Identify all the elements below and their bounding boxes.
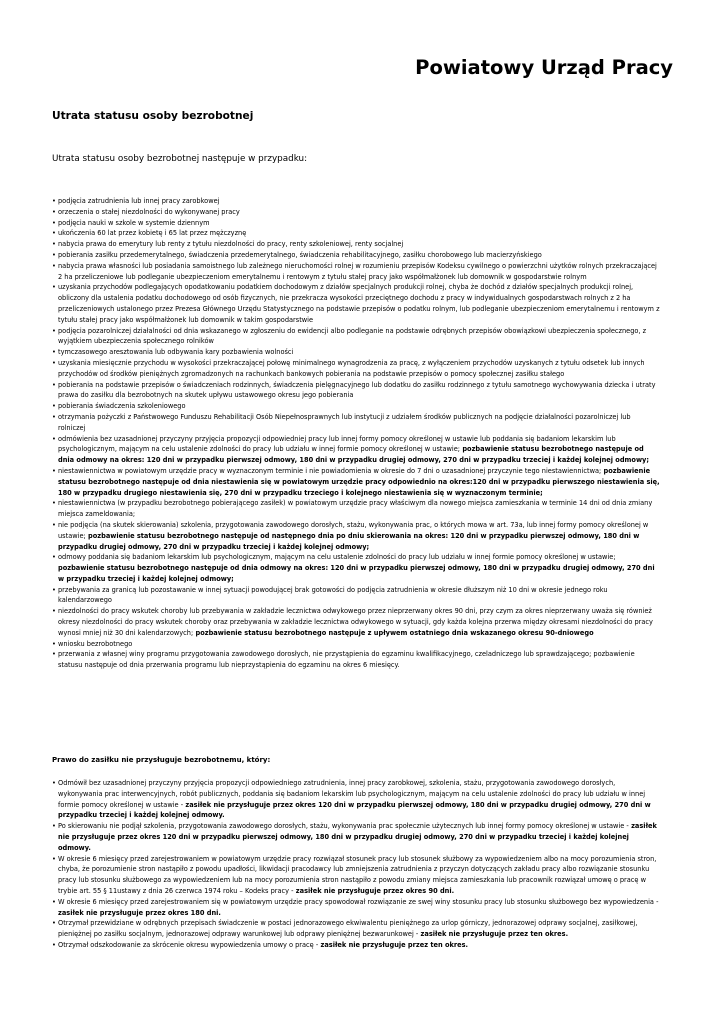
status-loss-item-text: pobierania świadczenia szkoleniowego (58, 402, 186, 411)
allowance-item (52, 897, 660, 919)
status-loss-item-text: uzyskania przychodów podlegających opodatkowaniu podatkiem dochodowym z działów specjalnych produkcji rolnej, chyba że dochód z działów specjalnych produkcji rolnej, obliczony dla ustalenia podatku dochodowego od osób fizycznych, nie przekracza wysokości przeciętnego dochodu z pracy w indywidualnych gospodarstwach rolnych z 2 ha przeliczeniowych ustalonego przez Prezesa Głównego Urzędu Statystycznego na podstawie przepisów o podatku rolnym, lub podleganie ubezpieczeniom emerytalnemu i rentowym z tytułu stałej pracy jako współmałżonek lub domownik w takim gospodarstwie (58, 283, 660, 324)
status-loss-item-emphasis: pozbawienie statusu bezrobotnego następuje od dnia odmowy na okres: 120 dni w przypadku pierwszej odmowy, 180 dni w przypadku drugiej odmowy, 270 dni w przypadku trzeciej i każdej kolejnej odmowy; (58, 445, 649, 465)
status-loss-item (52, 228, 660, 239)
status-loss-item (52, 218, 660, 229)
status-loss-item (52, 261, 660, 283)
allowance-item-text: Odmówił bez uzasadnionej przyczyny przyjęcia propozycji odpowiedniego zatrudnienia, innej pracy zarobkowej, szkolenia, stażu, przygotowania zawodowego dorosłych, wykonywania prac interwencyjnych, robót publicznych, poddania się badaniom lekarskim lub psychologicznym, mającym na celu ustalenie zdolności do pracy lub udziału w innej formie pomocy określonej w ustawie - (58, 779, 646, 809)
allowance-item-text: W okresie 6 miesięcy przed zarejestrowaniem się w powiatowym urzędzie pracy spowodował rozwiązanie ze swej winy stosunku pracy lub stosunku służbowego bez wypowiedzenia - (58, 897, 659, 906)
allowance-item (52, 918, 660, 940)
status-loss-item-text: ukończenia 60 lat przez kobietę i 65 lat przez mężczyznę (58, 229, 247, 238)
status-loss-item-text: nie podjęcia (na skutek skierowania) szkolenia, przygotowania zawodowego dorosłych, stażu, wykonywania prac, o których mowa w art. 73a, lub innej formy pomocy określonej w ustawie; (58, 520, 649, 540)
status-loss-item-text: podjęcia nauki w szkole w systemie dziennym (58, 218, 210, 227)
allowance-item (52, 940, 660, 951)
status-loss-item (52, 196, 660, 207)
status-loss-item-text: przerwania z własnej winy programu przygotowania zawodowego dorosłych, nie przystąpienia do egzaminu kwalifikacyjnego, czeladniczego lub sprawdzającego; pozbawienie statusu następuje od dnia przerwania programu lub nieprzystąpienia do egzaminu na okres 6 miesięcy. (58, 650, 635, 670)
status-loss-item (52, 326, 660, 348)
status-loss-item-text: odmówienia bez uzasadnionej przyczyny przyjęcia propozycji odpowiedniej pracy lub innej formy pomocy określonej w ustawie lub poddania się badaniom lekarskim lub psychologicznym, mającym na celu ustalenie zdolności do pracy lub udziału w innej formie pomocy określonej w ustawie; (58, 434, 616, 454)
status-loss-item (52, 250, 660, 261)
status-loss-item-text: przebywania za granicą lub pozostawanie w innej sytuacji powodującej brak gotowości do podjęcia zatrudnienia w okresie dłuższym niż 10 dni w okresie jednego roku kalendarzowego (58, 585, 608, 605)
status-loss-item (52, 639, 660, 650)
allowance-item-emphasis: zasiłek nie przysługuje przez okres 180 dni. (58, 908, 221, 917)
status-loss-item (52, 606, 660, 638)
status-loss-item (52, 520, 660, 552)
status-loss-item-text: uzyskania miesięcznie przychodu w wysokości przekraczającej połowę minimalnego wynagrodzenia za pracę, z wyłączeniem przychodów uzyskanych z tytułu odsetek lub innych przychodów od środków pieniężnych zgromadzonych na rachunkach bankowych pobierania na podstawie przepisów o pomocy społecznej zasiłku stałego (58, 358, 645, 378)
status-loss-item (52, 434, 660, 466)
status-loss-item-emphasis: pozbawienie statusu bezrobotnego następuje od dnia niestawienia się w powiatowym urzędzie pracy odpowiednio na okres:120 dni w przypadku pierwszego niestawienia się, 180 w przypadku drugiego niestawienia się, 270 dni w przypadku trzeciego i kolejnego niestawienia się w wyznaczonym terminie; (58, 466, 660, 497)
allowance-item-text: Po skierowaniu nie podjął szkolenia, przygotowania zawodowego dorosłych, stażu, wykonywania prac społecznie użytecznych lub innej formy pomocy określonej w ustawie - (58, 822, 629, 831)
status-loss-item-emphasis: pozbawienie statusu bezrobotnego następuje z upływem ostatniego dnia wskazanego okresu 90-dniowego (193, 628, 594, 637)
allowance-item-emphasis: zasiłek nie przysługuje przez okres 90 dni. (293, 886, 455, 895)
status-loss-item-text: niestawiennictwa w powiatowym urzędzie pracy w wyznaczonym terminie i nie powiadomienia w okresie do 7 dni o uzasadnionej przyczynie tego niestawiennictwa; (58, 466, 602, 475)
status-loss-item (52, 282, 660, 325)
status-loss-item-text: nabycia prawa do emerytury lub renty z tytułu niezdolności do pracy, renty szkoleniowej, renty socjalnej (58, 240, 404, 249)
status-loss-item-text: wniosku bezrobotnego (58, 639, 133, 648)
allowance-item-text: Otrzymał przewidziane w odrębnych przepisach świadczenie w postaci jednorazowego ekwiwalentu pieniężnego za urlop górniczy, jednorazowej odprawy socjalnej, zasiłkowej, pieniężnej po zasiłku socjalnym, jednorazowej odprawy warunkowej lub odprawy pieniężnej bezwarunkowej - (58, 919, 638, 939)
allowance-item (52, 821, 660, 853)
status-loss-item-text: pobierania zasiłku przedemerytalnego, świadczenia przedemerytalnego, świadczenia rehabilitacyjnego, zasiłku chorobowego lub macierzyńskiego (58, 250, 542, 259)
allowance-heading: Prawo do zasiłku nie przysługuje bezrobotnemu, który: (52, 756, 271, 764)
status-loss-item-text: nabycia prawa własności lub posiadania samoistnego lub zależnego nieruchomości rolnej w rozumieniu przepisów Kodeksu cywilnego o powierzchni użytków rolnych przekraczającej 2 ha przeliczeniowe lub podleganie ubezpieczeniom emerytalnemu i rentowym z tytułu stałej pracy jako współmałżonek lub domownik w gospodarstwie rolnym (58, 261, 657, 281)
status-loss-item (52, 412, 660, 434)
allowance-item-emphasis: zasiłek nie przysługuje przez okres 120 dni w przypadku pierwszej odmowy, 180 dni w przypadku drugiej odmowy, 270 dni w przypadku trzeciej i każdej kolejnej odmowy. (58, 822, 657, 852)
status-loss-item-text: otrzymania pożyczki z Państwowego Funduszu Rehabilitacji Osób Niepełnosprawnych lub instytucji z udziałem środków publicznych na podjęcie działalności pozarolniczej lub rolniczej (58, 412, 631, 432)
status-loss-item-text: podjęcia pozarolniczej działalności od dnia wskazanego w zgłoszeniu do ewidencji albo podleganie na podstawie odrębnych przepisów obowiązkowi ubezpieczenia społecznego, z wyjątkiem ubezpieczenia społecznego rolników (58, 326, 647, 346)
status-loss-item-text: tymczasowego aresztowania lub odbywania kary pozbawienia wolności (58, 348, 294, 357)
status-loss-item (52, 347, 660, 358)
status-loss-item (52, 401, 660, 412)
status-loss-item-emphasis: pozbawienie statusu bezrobotnego następuje od następnego dnia po dniu skierowania na okres: 120 dni w przypadku pierwszej odmowy, 180 dni w przypadku drugiej odmowy, 270 dni w przypadku trzeciej i każdej kolejnej odmowy; (58, 531, 640, 551)
allowance-item (52, 778, 660, 821)
status-loss-item (52, 498, 660, 520)
allowance-item-text: Otrzymał odszkodowanie za skrócenie okresu wypowiedzenia umowy o pracę - (58, 940, 319, 949)
allowance-item-emphasis: zasiłek nie przysługuje przez ten okres. (318, 940, 469, 949)
allowance-list (52, 778, 660, 951)
status-loss-item (52, 380, 660, 402)
status-loss-item-text: podjęcia zatrudnienia lub innej pracy zarobkowej (58, 197, 220, 205)
status-loss-item (52, 552, 660, 584)
allowance-item-text: W okresie 6 miesięcy przed zarejestrowaniem w powiatowym urzędzie pracy rozwiązał stosunek pracy lub stosunek służbowy za wypowiedzeniem albo na mocy porozumienia stron, chyba, że porozumienie stron nastąpiło z powodu upadłości, likwidacji pracodawcy lub zmniejszenia zatrudnienia z przyczyn dotyczących zakładu pracy albo rozwiązanie stosunku pracy lub stosunku służbowego za wypowiedzeniem lub na mocy porozumienia stron nastąpiło z powodu zmiany miejsca zamieszkania lub pracownik rozwiązał umowę o pracę w trybie art. 55 § 11ustawy z dnia 26 czerwca 1974 roku – Kodeks pracy - (58, 854, 657, 895)
status-loss-item (52, 207, 660, 218)
allowance-item (52, 854, 660, 897)
status-loss-item (52, 649, 660, 671)
status-loss-item-text: niezdolności do pracy wskutek choroby lub przebywania w zakładzie lecznictwa odwykowego przez nieprzerwany okres 90 dni, przy czym za okres nieprzerwany uważa się również okresy niezdolności do pracy wskutek choroby oraz przebywania w zakładzie lecznictwa odwykowego w sytuacji, gdy każda kolejna przerwa między okresami niezdolności do pracy wynosi mniej niż 30 dni kalendarzowych; (58, 607, 653, 637)
status-loss-item-emphasis: pozbawienie statusu bezrobotnego następuje od dnia odmowy na okres: 120 dni w przypadku pierwszej odmowy, 180 dni w przypadku drugiej odmowy, 270 dni w przypadku trzeciej i każdej kolejnej odmowy; (58, 564, 655, 583)
status-loss-item-text: pobierania na podstawie przepisów o świadczeniach rodzinnych, świadczenia pielęgnacyjnego lub dodatku do zasiłku rodzinnego z tytułu samotnego wychowywania dziecka i utraty prawa do zasiłku dla bezrobotnych na skutek upływu ustawowego okresu jego pobierania (58, 380, 656, 400)
status-loss-item-text: orzeczenia o stałej niezdolności do wykonywanej pracy (58, 207, 240, 216)
allowance-item-emphasis: zasiłek nie przysługuje przez ten okres. (418, 930, 569, 939)
status-loss-item (52, 466, 660, 498)
status-loss-item (52, 239, 660, 250)
status-loss-item-text: odmowy poddania się badaniom lekarskim lub psychologicznym, mającym na celu ustalenie zdolności do pracy lub udziału w innej formie pomocy określonej w ustawie; (58, 553, 616, 562)
section-intro: Utrata statusu osoby bezrobotnej następuje w przypadku: (52, 154, 308, 164)
status-loss-item (52, 358, 660, 380)
section-title: Utrata statusu osoby bezrobotnej (52, 110, 254, 122)
status-loss-list (52, 196, 660, 671)
status-loss-item-text: niestawiennictwa (w przypadku bezrobotnego pobierającego zasiłek) w powiatowym urzędzie pracy właściwym dla nowego miejsca zamieszkania w terminie 14 dni od dnia zmiany miejsca zameldowania; (58, 499, 653, 519)
page-title: Powiatowy Urząd Pracy (415, 56, 673, 79)
status-loss-item (52, 585, 660, 607)
allowance-item-emphasis: zasiłek nie przysługuje przez okres 120 dni w przypadku pierwszej odmowy, 180 dni w przypadku drugiej odmowy, 270 dni w przypadku trzeciej i każdej kolejnej odmowy. (58, 800, 651, 820)
